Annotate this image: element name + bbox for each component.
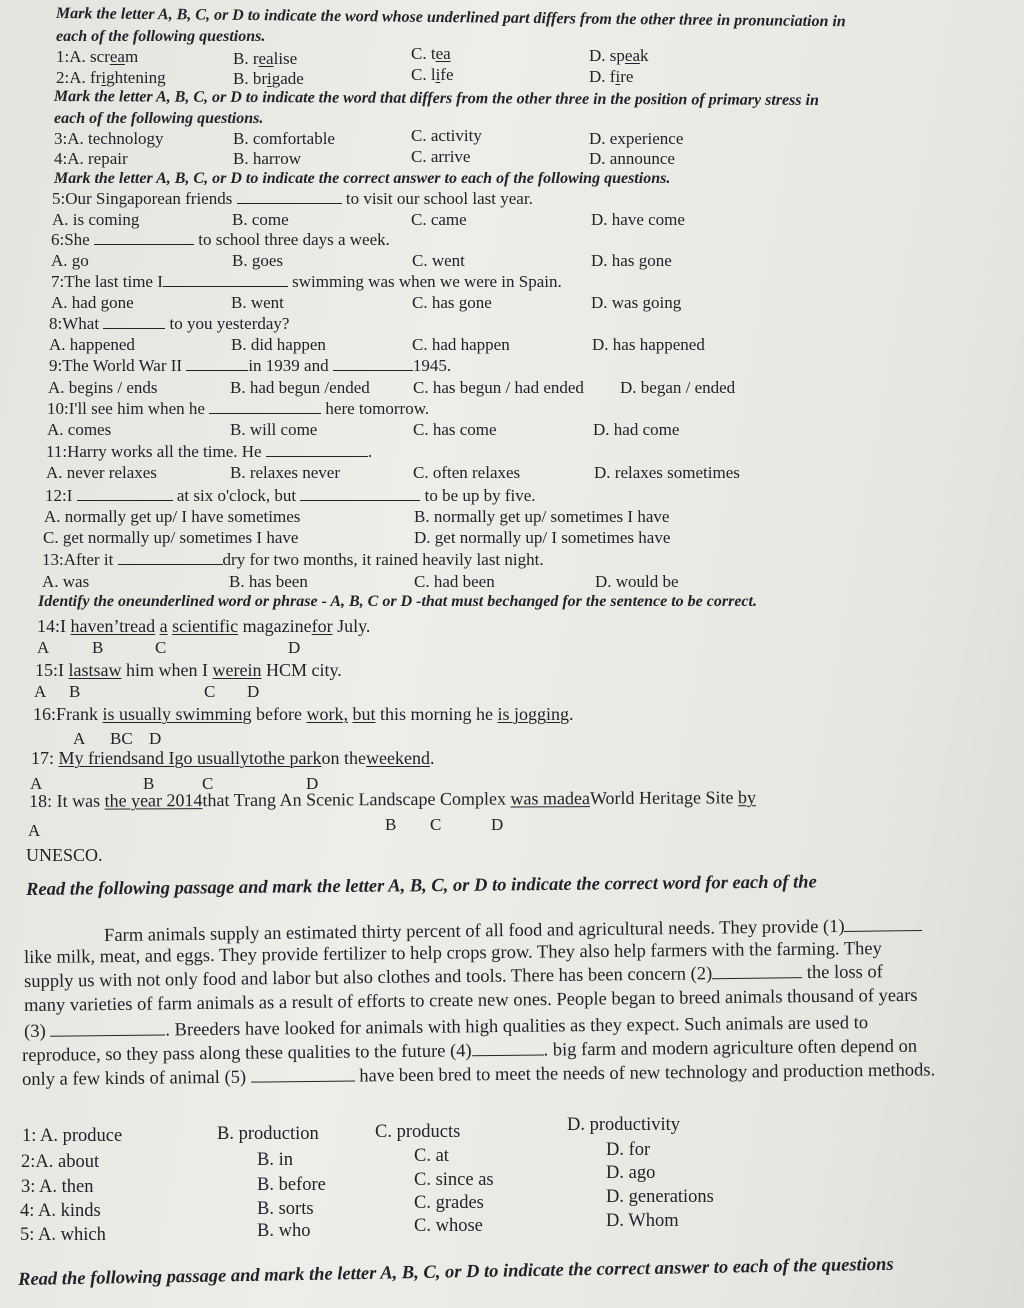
question-6-stem: 6:She to school three days a week. (51, 230, 390, 249)
grammar-instruction: Mark the letter A, B, C, or D to indicate the correct answer to each of the following questions. (54, 170, 671, 187)
question-17: 17: My friendsand Igo usuallytothe parkon theweekend. (31, 748, 435, 768)
passage-line-7: only a few kinds of animal (5) have been bred to meet the needs of new technology and production methods. (22, 1060, 936, 1090)
passage-line-6: reproduce, so they pass along these qualities to the future (4) . big farm and modern agriculture often depend on (22, 1036, 918, 1066)
pronunciation-instruction-cont: each of the following questions. (56, 28, 266, 45)
reading-instruction: Read the following passage and mark the letter A, B, C, or D to indicate the correct answer to each of the questions (18, 1254, 894, 1290)
question-9-stem: 9:The World War II in 1939 and 1945. (49, 356, 452, 375)
stress-instruction-cont: each of the following questions. (54, 110, 264, 127)
question-11-stem: 11:Harry works all the time. He . (46, 442, 373, 461)
worksheet-page: Mark the letter A, B, C, or D to indicate the word whose underlined part differs from the other three in pronunciation in each of the following questions. 1:A. scream B. realise C. tea D. speak 2:A. frightening B. brigade C. life D. fire Mark the letter A, B, C, or D to indicate the word that differs from the other three in the position of primary stress in each of the following questions. 3:A. technology B. comfortable C. activity D. experience 4:A. repair B. harrow C. arrive D. announce Mark the letter A, B, C, or D to indicate the correct answer to each of the following questions. 5:Our Singaporean friends to visit our school last year. A. is coming B. come C. came D. have come 6:She to school three days a week. A. go B. goes C. went D. has gone 7:The last time I swimming was when we were in Spain. A. had gone B. went C. has gone D. was going 8:What to you yesterday? A. happened B. did happen C. had happen D. has happened 9:The World War II in 1939 and 1945. A. begins / ends B. had begun /ended C. has begun / had ended D. began / ended 10:I'll see him when he here tomorrow. A. comes B. will come C. has come D. had come 11:Harry works all the time. He . A. never relaxes B. relaxes never C. often relaxes D. relaxes sometimes 12:I at six o'clock, but to be up by five. A. normally get up/ I have sometimes B. normally get up/ sometimes I have C. get normally up/ sometimes I have D. get normally up/ I sometimes have 13:After it dry for two months, it rained heavily last night. A. was B. has been C. had been D. would be Identify the oneunderlined word or phrase - A, B, C or D -that must bechanged for the sentence to be correct. 14:I haven’tread a scientific magazinefor July. A B C D 15:I lastsaw him when I werein HCM city. A B C D 16:Frank is usually swimming before work, but this morning he is jogging. A BC D 17: My friendsand Igo usuallytothe parkon theweekend. A B C D 18: It was the year 2014that Trang An Scenic Landscape Complex was madeaWorld Heritage Site by A B C D UNESCO. Read the following passage and mark the letter A, B, C, or D to indicate the correct word for each of the Farm animals supply an estimated thirty percent of all food and agricultural needs. They provide (1) like milk, meat, and eggs. They provide fertilizer to help crops grow. They also help farmers with the farming. They supply us with not only food and labor but also clothes and tools. There has been concern (2) the loss of many varieties of farm animals as a result of efforts to create new ones. People began to breed animals thousand of years (3) . Breeders have looked for animals with high qualities as they expect. Such animals are used to reproduce, so they pass along these qualities to the future (4) . big farm and modern agriculture often depend on only a few kinds of animal (5) have been bred to meet the needs of new technology and production methods. 1: A. produce B. production C. products D. productivity 2:A. about B. in C. at D. for 3: A. then B. before C. since as D. ago 4: A. kinds B. sorts C. grades D. generations 5: A. which B. who C. whose D. Whom Read the following passage and mark the letter A, B, C, or D to indicate the correct answer to each of the questions (0, 0, 1024, 1308)
passage-line-2: like milk, meat, and eggs. They provide fertilizer to help crops grow. They also help farmers with the farming. They (24, 939, 882, 968)
question-15: 15:I lastsaw him when I werein HCM city. (35, 660, 342, 680)
question-7-stem: 7:The last time I swimming was when we were in Spain. (51, 272, 562, 291)
stress-instruction: Mark the letter A, B, C, or D to indicate the word that differs from the other three in the position of primary stress in (53, 88, 819, 110)
question-12-stem: 12:I at six o'clock, but to be up by five. (45, 486, 536, 505)
question-8-stem: 8:What to you yesterday? (49, 314, 290, 333)
cloze-instruction: Read the following passage and mark the letter A, B, C, or D to indicate the correct word for each of the (26, 872, 817, 900)
question-10-stem: 10:I'll see him when he here tomorrow. (47, 399, 430, 418)
error-instruction: Identify the oneunderlined word or phrase - A, B, C or D -that must bechanged for the sentence to be correct. (38, 593, 757, 610)
question-18-cont: UNESCO. (26, 845, 103, 865)
question-5-stem: 5:Our Singaporean friends to visit our school last year. (52, 189, 533, 208)
passage-line-4: many varieties of farm animals as a result of efforts to create new ones. People began to breed animals thousand of years (24, 985, 918, 1016)
passage-line-5: (3) . Breeders have looked for animals with high qualities as they expect. Such animals are used to (24, 1013, 869, 1042)
passage-line-3: supply us with not only food and labor but also clothes and tools. There has been concern (2) the loss of (24, 962, 883, 992)
question-16: 16:Frank is usually swimming before work, but this morning he is jogging. (33, 704, 574, 724)
question-14: 14:I haven’tread a scientific magazinefor July. (37, 616, 371, 636)
question-13-stem: 13:After it dry for two months, it rained heavily last night. (42, 550, 544, 569)
question-18: 18: It was the year 2014that Trang An Scenic Landscape Complex was madeaWorld Heritage Site by (29, 787, 757, 811)
pronunciation-instruction: Mark the letter A, B, C, or D to indicate the word whose underlined part differs from the other three in pronunciation in (55, 5, 846, 31)
passage-line-1: Farm animals supply an estimated thirty percent of all food and agricultural needs. They provide (1) (104, 916, 923, 947)
